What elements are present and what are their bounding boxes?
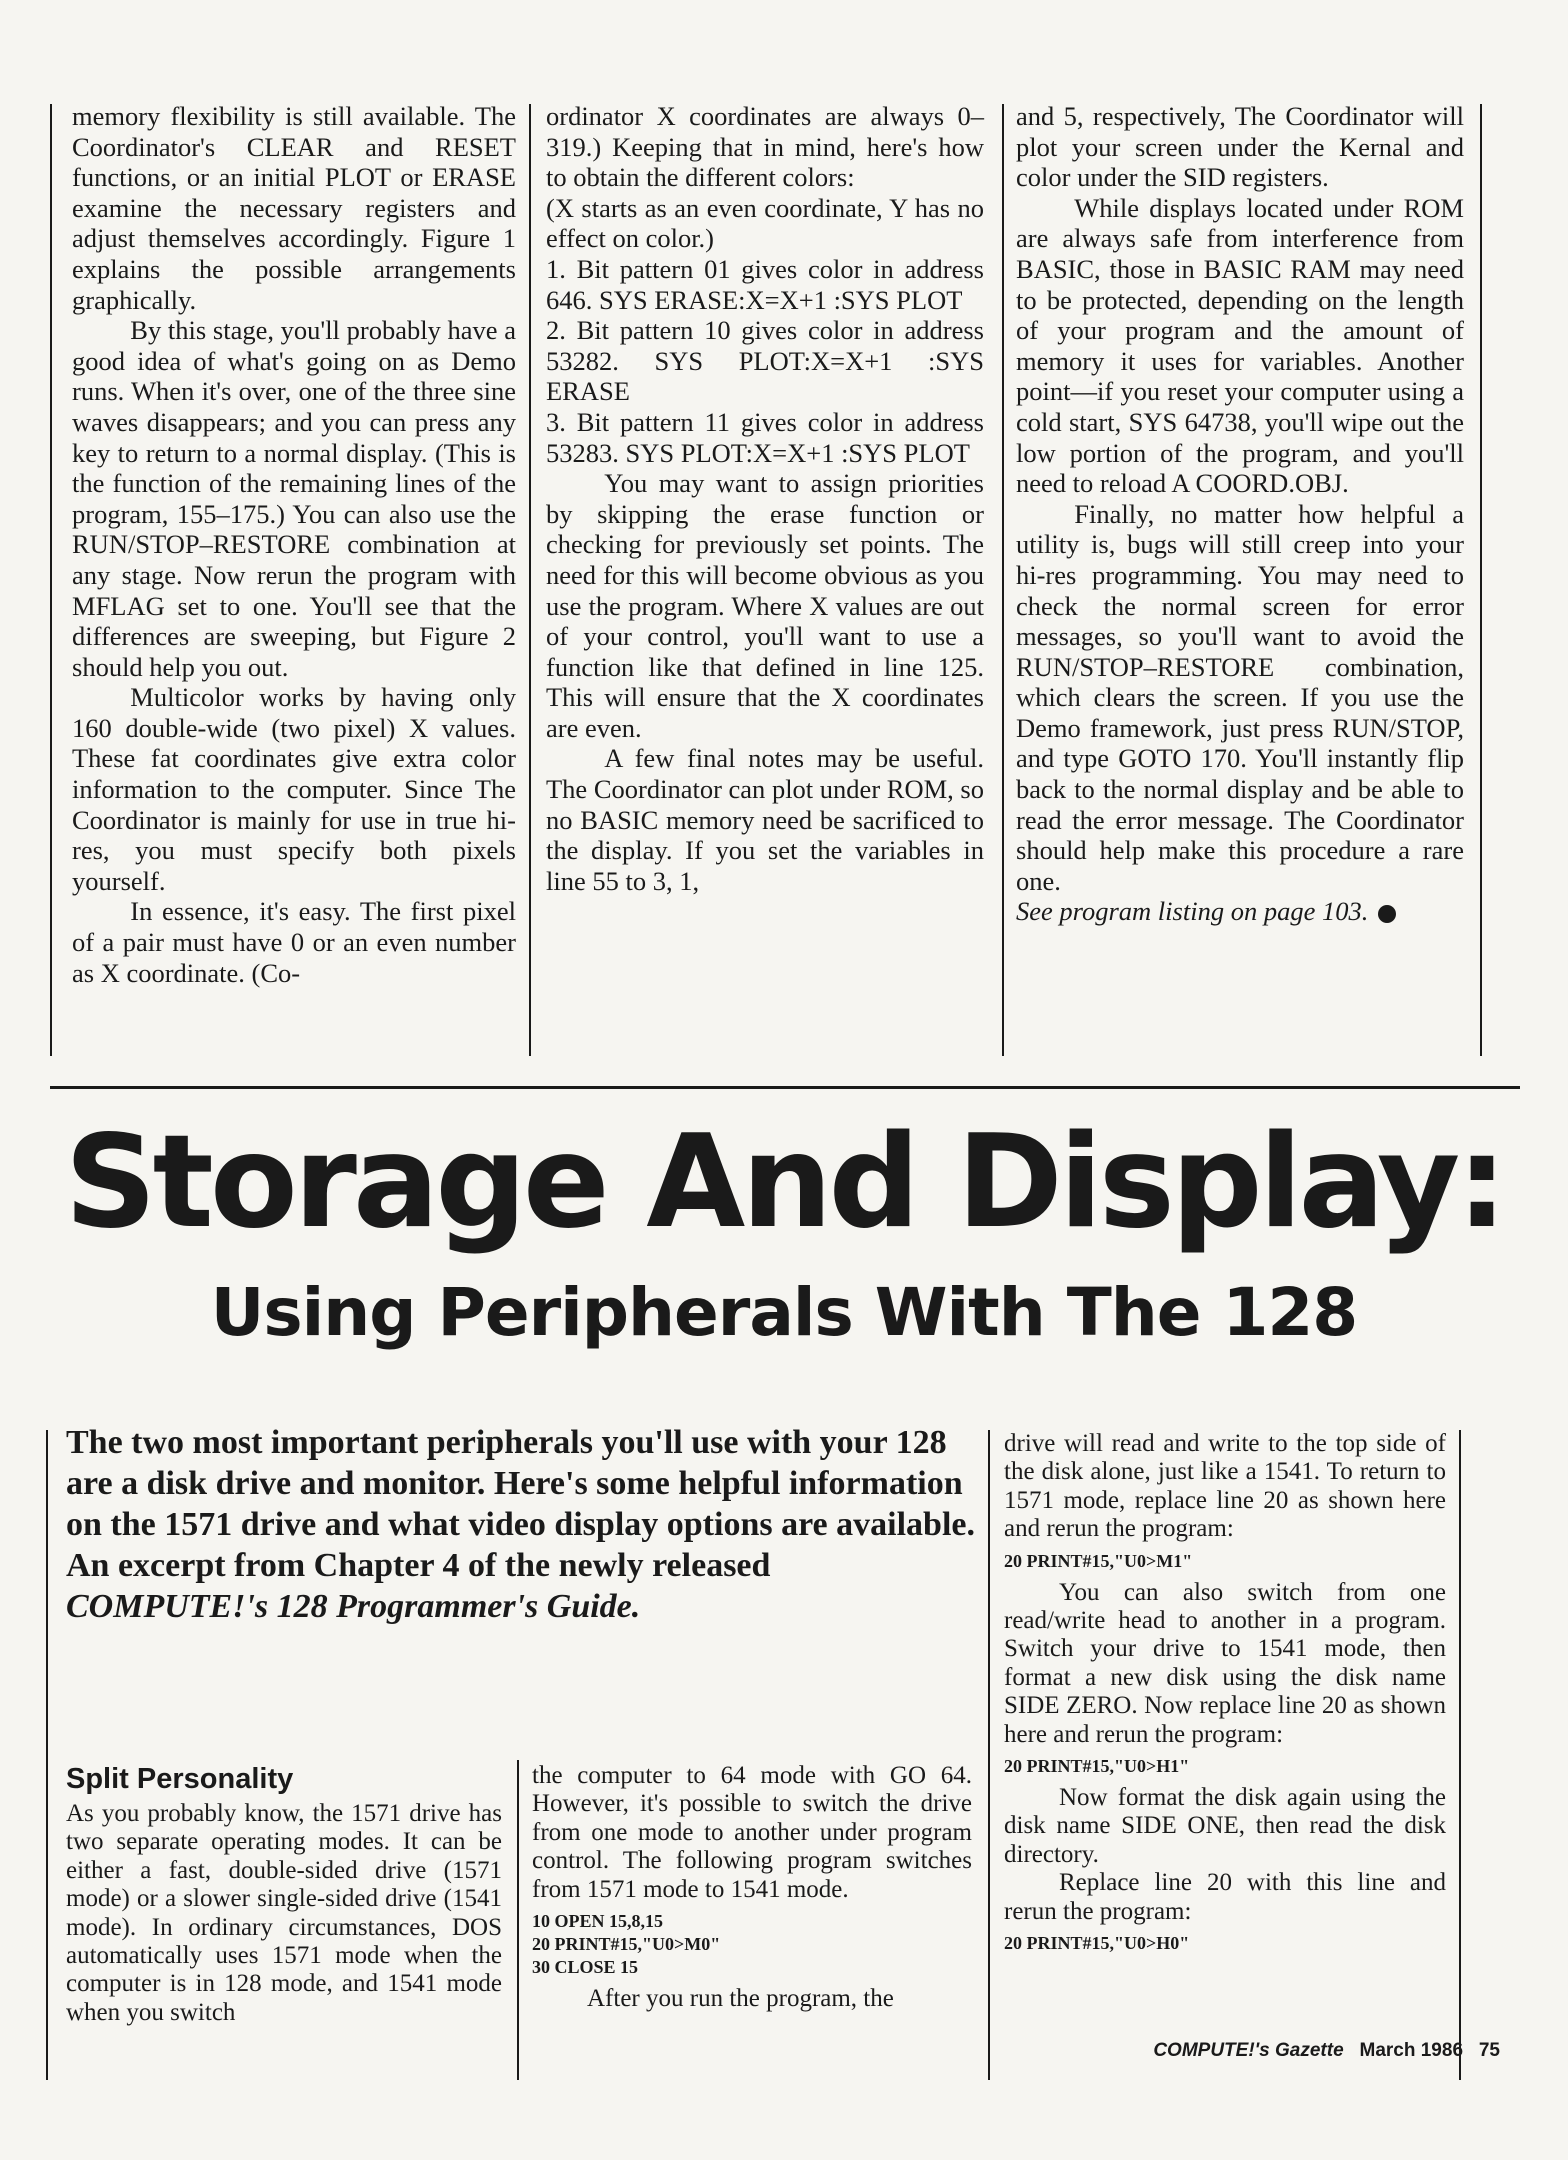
code-listing (532, 1910, 972, 1979)
paragraph: the computer to 64 mode with GO 64. However, it's possible to switch the drive from one mode to another under program control. The following program switches from 1571 mode to 1541 mode. (532, 1762, 972, 1903)
column-rule (1459, 1430, 1461, 2080)
code-line: 10 OPEN 15,8,15 (532, 1911, 664, 1932)
end-of-article-icon (1378, 905, 1396, 923)
code-line: 20 PRINT#15,"U0>M1" (1004, 1550, 1193, 1571)
paragraph: 3. Bit pattern 11 gives color in address 53283. SYS PLOT:X=X+1 :SYS PLOT (546, 406, 984, 468)
footer-publication: COMPUTE!'s Gazette (1153, 2040, 1344, 2061)
paragraph: A few final notes may be useful. The Coordinator can plot under ROM, so no BASIC memory need be sacrificed to the display. If you set the variables in line 55 to 3, 1, (546, 743, 984, 896)
listing-note: See program listing on page 103. (1016, 896, 1369, 927)
article2-column-1 (66, 1762, 502, 2027)
headline: Storage And Display: (64, 1108, 1504, 1257)
subheadline: Using Peripherals With The 128 (210, 1274, 1358, 1351)
code-line: 30 CLOSE 15 (532, 1957, 639, 1978)
paragraph: and 5, respectively, The Coordinator will plot your screen under the Kernal and color under the SID registers. (1016, 101, 1464, 193)
column-rule (50, 104, 52, 1056)
paragraph: You can also switch from one read/write head to another in a program. Switch your drive to 1541 mode, then format a new disk using the disk name SIDE ZERO. Now replace line 20 as shown here and rerun the program: (1004, 1578, 1446, 1748)
section-heading: Split Personality (66, 1763, 294, 1795)
paragraph: By this stage, you'll probably have a good idea of what's going on as Demo runs. When it's over, one of the three sine waves disappears; and you can press any key to return to a normal display. (This is the function of the remaining lines of the program, 155–175.) You can also use the RUN/STOP–RESTORE combination at any stage. Now rerun the program with MFLAG set to one. You'll see that the differences are sweeping, but Figure 2 should help you out. (72, 315, 516, 682)
paragraph: Replace line 20 with this line and rerun the program: (1004, 1869, 1446, 1925)
article1-column-2 (546, 101, 984, 896)
footer-issue: March 1986 (1359, 2040, 1464, 2061)
paragraph: You may want to assign priorities by skipping the erase function or checking for previously set points. The need for this will become obvious as you use the program. Where X values are out of your control, you'll want to use a function like that defined in line 125. This will ensure that the X coordinates are even. (546, 468, 984, 743)
paragraph: After you run the program, the (587, 1985, 894, 2013)
column-rule (1480, 104, 1482, 1056)
paragraph: drive will read and write to the top side of the disk alone, just like a 1541. To return to 1571 mode, replace line 20 as shown here and rerun the program: (1004, 1430, 1446, 1543)
column-rule (517, 1760, 519, 2080)
paragraph: (X starts as an even coordinate, Y has no effect on color.) (546, 192, 984, 254)
article1-column-1 (72, 101, 516, 988)
page-number: 75 (1478, 2040, 1500, 2061)
paragraph: 2. Bit pattern 10 gives color in address 53282. SYS PLOT:X=X+1 :SYS ERASE (546, 315, 984, 407)
article2-column-2 (532, 1762, 972, 2013)
deck-book-title: COMPUTE!'s 128 Programmer's Guide. (66, 1588, 641, 1625)
paragraph: While displays located under ROM are always safe from interference from BASIC, those in BASIC RAM may need to be protected, depending on the length of your program and the amount of memory it uses for variables. Another point—if you reset your computer using a cold start, SYS 64738, you'll wipe out the low portion of the program, and you'll need to reload A COORD.OBJ. (1016, 192, 1464, 499)
paragraph: memory flexibility is still available. The Coordinator's CLEAR and RESET functions, or an initial PLOT or ERASE examine the necessary registers and adjust themselves accordingly. Figure 1 explains the possible arrangements graphically. (72, 101, 516, 315)
paragraph: In essence, it's easy. The first pixel of a pair must have 0 or an even number as X coordinate. (Co- (72, 896, 516, 988)
column-rule (1002, 104, 1004, 1056)
paragraph: Finally, no matter how helpful a utility is, bugs will still creep into your hi-res programming. You may need to check the normal screen for error messages, so you'll want to avoid the RUN/STOP–RESTORE combination, which clears the screen. If you use the Demo framework, just press RUN/STOP, and type GOTO 170. You'll instantly flip back to the normal display and be able to read the error message. The Coordinator should help make this procedure a rare one. (1016, 498, 1464, 896)
code-line: 20 PRINT#15,"U0>M0" (532, 1934, 721, 1955)
code-line: 20 PRINT#15,"U0>H1" (1004, 1756, 1190, 1777)
column-rule (988, 1430, 990, 2080)
article-deck (66, 1422, 976, 1627)
listing-note-line (1016, 896, 1464, 927)
paragraph: 1. Bit pattern 01 gives color in address 646. SYS ERASE:X=X+1 :SYS PLOT (546, 253, 984, 315)
paragraph: Now format the disk again using the disk name SIDE ONE, then read the disk directory. (1004, 1784, 1446, 1868)
deck-text: The two most important peripherals you'll use with your 128 are a disk drive and monitor. Here's some helpful information on the 1571 drive and what video display options are available. An excerpt from Chapter 4 of the newly released (66, 1424, 975, 1584)
paragraph: Multicolor works by having only 160 double-wide (two pixel) X values. These fat coordinates give extra color information to the computer. Since The Coordinator is mainly for use in true hi-res, you must specify both pixels yourself. (72, 682, 516, 896)
paragraph: ordinator X coordinates are always 0–319.) Keeping that in mind, here's how to obtain the different colors: (546, 101, 984, 193)
code-line: 20 PRINT#15,"U0>H0" (1004, 1933, 1190, 1954)
article2-column-3 (1004, 1430, 1446, 1961)
column-rule (46, 1430, 48, 2080)
page-footer (1040, 2040, 1500, 2062)
paragraph: As you probably know, the 1571 drive has two separate operating modes. It can be either a fast, double-sided drive (1571 mode) or a slower single-sided drive (1541 mode). In ordinary circumstances, DOS automatically uses 1571 mode when the computer is in 128 mode, and 1541 mode when you switch (66, 1800, 502, 2026)
column-rule (529, 104, 531, 1056)
section-divider (50, 1086, 1520, 1089)
article1-column-3 (1016, 101, 1464, 927)
